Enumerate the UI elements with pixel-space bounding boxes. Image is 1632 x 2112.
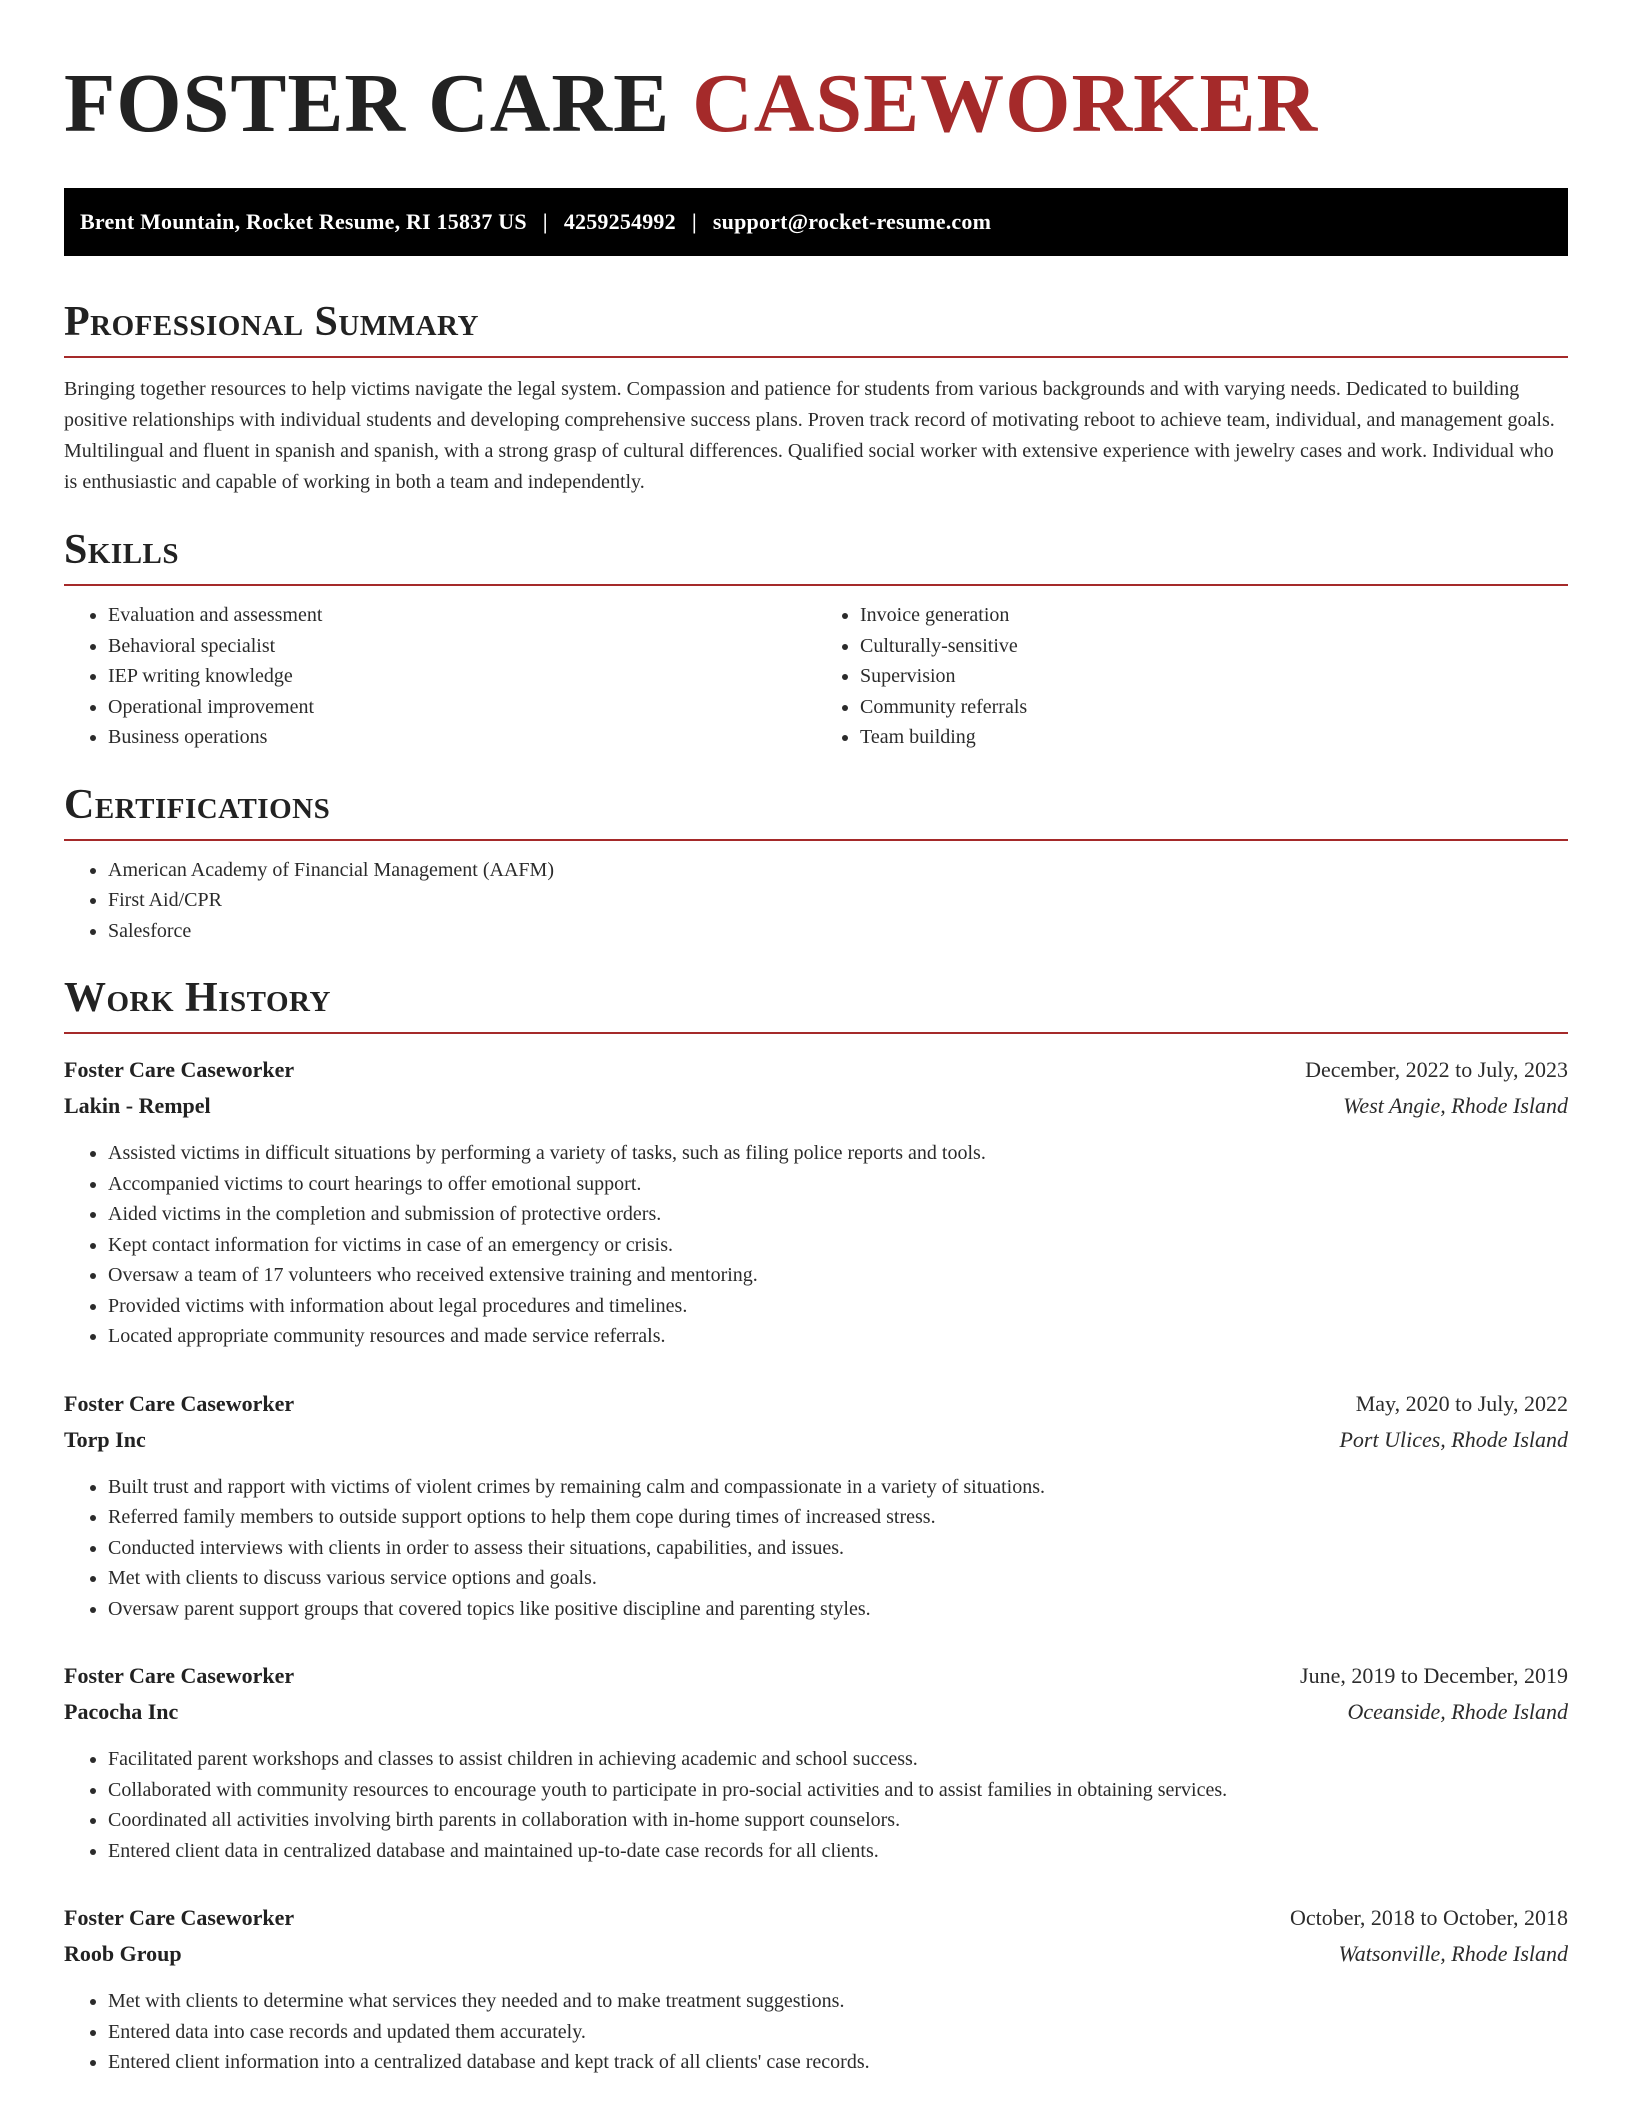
- skill-item: • Team building: [860, 722, 1568, 753]
- section-heading: Work History: [64, 975, 331, 1021]
- skill-item: • Behavioral specialist: [108, 631, 816, 662]
- job-bullet: • Referred family members to outside support options to help them cope during times of increased stress.: [108, 1502, 1568, 1533]
- job-title: Foster Care Caseworker: [64, 1057, 295, 1082]
- job-bullet: • Met with clients to discuss various service options and goals.: [108, 1563, 1568, 1594]
- job-title: Foster Care Caseworker: [64, 1905, 295, 1930]
- contact-bar: [64, 188, 1568, 256]
- skill-item: • Invoice generation: [860, 600, 1568, 631]
- job-bullet: • Oversaw parent support groups that covered topics like positive discipline and parenting styles.: [108, 1594, 1568, 1625]
- job-bullet: • Kept contact information for victims in case of an emergency or crisis.: [108, 1230, 1568, 1261]
- job-bullets: [64, 1986, 1568, 2078]
- job-header: [64, 1658, 1568, 1694]
- job-company: Roob Group: [64, 1941, 182, 1966]
- job-bullet: • Facilitated parent workshops and classes to assist children in achieving academic and school success.: [108, 1744, 1568, 1775]
- contact-phone: 4259254992: [563, 209, 676, 234]
- job-bullets: [64, 1138, 1568, 1352]
- job-subheader: [64, 1088, 1568, 1124]
- job-subheader: [64, 1936, 1568, 1972]
- section-divider: [64, 356, 1568, 358]
- job-bullet: • Collaborated with community resources to encourage youth to participate in pro-social activities and to assist families in obtaining services.: [108, 1775, 1568, 1806]
- job-bullet: • Assisted victims in difficult situations by performing a variety of tasks, such as filing police reports and tools.: [108, 1138, 1568, 1169]
- job-bullets: [64, 1744, 1568, 1866]
- job-subheader: [64, 1422, 1568, 1458]
- job-location: West Angie, Rhode Island: [1343, 1093, 1568, 1118]
- job-location: Oceanside, Rhode Island: [1347, 1699, 1568, 1724]
- job-header: [64, 1900, 1568, 1936]
- job-dates: December, 2022 to July, 2023: [1305, 1057, 1568, 1082]
- skill-item: • Culturally-sensitive: [860, 631, 1568, 662]
- job-bullet: • Located appropriate community resources and made service referrals.: [108, 1321, 1568, 1352]
- job-bullet: • Entered client information into a centralized database and kept track of all clients' case records.: [108, 2047, 1568, 2078]
- section-heading: Certifications: [64, 781, 331, 828]
- job-location: Port Ulices, Rhode Island: [1339, 1426, 1568, 1452]
- contact-address: Brent Mountain, Rocket Resume, RI 15837 US: [80, 209, 527, 234]
- job-location: Watsonville, Rhode Island: [1338, 1941, 1568, 1966]
- page-title: [64, 56, 1568, 152]
- title-accent: CASEWORKER: [692, 57, 1319, 150]
- certification-item: • Salesforce: [108, 916, 1568, 947]
- job-bullet: • Oversaw a team of 17 volunteers who received extensive training and mentoring.: [108, 1260, 1568, 1291]
- job-bullet: • Entered data into case records and updated them accurately.: [108, 2017, 1568, 2048]
- skills-list-right: [816, 600, 1568, 753]
- skill-item: • Business operations: [108, 722, 816, 753]
- certification-item: • First Aid/CPR: [108, 885, 1568, 916]
- job-bullets: [64, 1472, 1568, 1625]
- job-header: [64, 1386, 1568, 1422]
- job-entry: [64, 1900, 1568, 2078]
- skills-grid: [64, 586, 1568, 753]
- job-entry: [64, 1386, 1568, 1625]
- certifications-list: [64, 855, 1568, 947]
- job-bullet: • Built trust and rapport with victims of violent crimes by remaining calm and compassionate in a variety of situations.: [108, 1472, 1568, 1503]
- section-heading: Skills: [64, 527, 180, 573]
- skills-section: [64, 524, 1568, 753]
- job-bullet: • Entered client data in centralized database and maintained up-to-date case records for all clients.: [108, 1836, 1568, 1867]
- job-company: Pacocha Inc: [64, 1699, 179, 1724]
- job-dates: June, 2019 to December, 2019: [1300, 1663, 1568, 1688]
- job-title: Foster Care Caseworker: [64, 1663, 295, 1688]
- job-bullet: • Conducted interviews with clients in order to assess their situations, capabilities, and issues.: [108, 1533, 1568, 1564]
- job-title: Foster Care Caseworker: [64, 1390, 295, 1416]
- job-company: Lakin - Rempel: [64, 1093, 211, 1118]
- certification-item: • American Academy of Financial Management (AAFM): [108, 855, 1568, 886]
- skill-item: • Supervision: [860, 661, 1568, 692]
- skills-list-left: [64, 600, 816, 753]
- section-heading: Professional Summary: [64, 299, 479, 345]
- contact-separator: |: [542, 209, 548, 234]
- skill-item: • IEP writing knowledge: [108, 661, 816, 692]
- job-dates: October, 2018 to October, 2018: [1289, 1905, 1568, 1930]
- work-history-section: [64, 972, 1568, 2078]
- job-bullet: • Aided victims in the completion and submission of protective orders.: [108, 1199, 1568, 1230]
- certifications-section: [64, 779, 1568, 947]
- skill-item: • Community referrals: [860, 692, 1568, 723]
- contact-separator: |: [691, 209, 697, 234]
- job-subheader: [64, 1694, 1568, 1730]
- skill-item: • Evaluation and assessment: [108, 600, 816, 631]
- summary-section: [64, 296, 1568, 498]
- section-divider: [64, 839, 1568, 841]
- job-entry: [64, 1052, 1568, 1352]
- contact-email: support@rocket-resume.com: [712, 209, 992, 234]
- job-company: Torp Inc: [64, 1426, 146, 1452]
- title-main: FOSTER CARE: [64, 57, 671, 150]
- skill-item: • Operational improvement: [108, 692, 816, 723]
- job-bullet: • Met with clients to determine what services they needed and to make treatment suggestions.: [108, 1986, 1568, 2017]
- section-divider: [64, 1032, 1568, 1034]
- job-dates: May, 2020 to July, 2022: [1355, 1390, 1568, 1416]
- job-header: [64, 1052, 1568, 1088]
- job-bullet: • Provided victims with information about legal procedures and timelines.: [108, 1291, 1568, 1322]
- job-bullet: • Coordinated all activities involving birth parents in collaboration with in-home support counselors.: [108, 1805, 1568, 1836]
- summary-text: Bringing together resources to help victims navigate the legal system. Compassion and patience for students from various backgrounds and with varying needs. Dedicated to building positive relationships with individual students and developing comprehensive success plans. Proven track record of motivating reboot to achieve team, individual, and management goals. Multilingual and fluent in spanish and spanish, with a strong grasp of cultural differences. Qualified social worker with extensive experience with jewelry cases and work. Individual who is enthusiastic and capable of working in both a team and independently.: [64, 378, 1555, 493]
- job-entry: [64, 1658, 1568, 1866]
- job-bullet: • Accompanied victims to court hearings to offer emotional support.: [108, 1169, 1568, 1200]
